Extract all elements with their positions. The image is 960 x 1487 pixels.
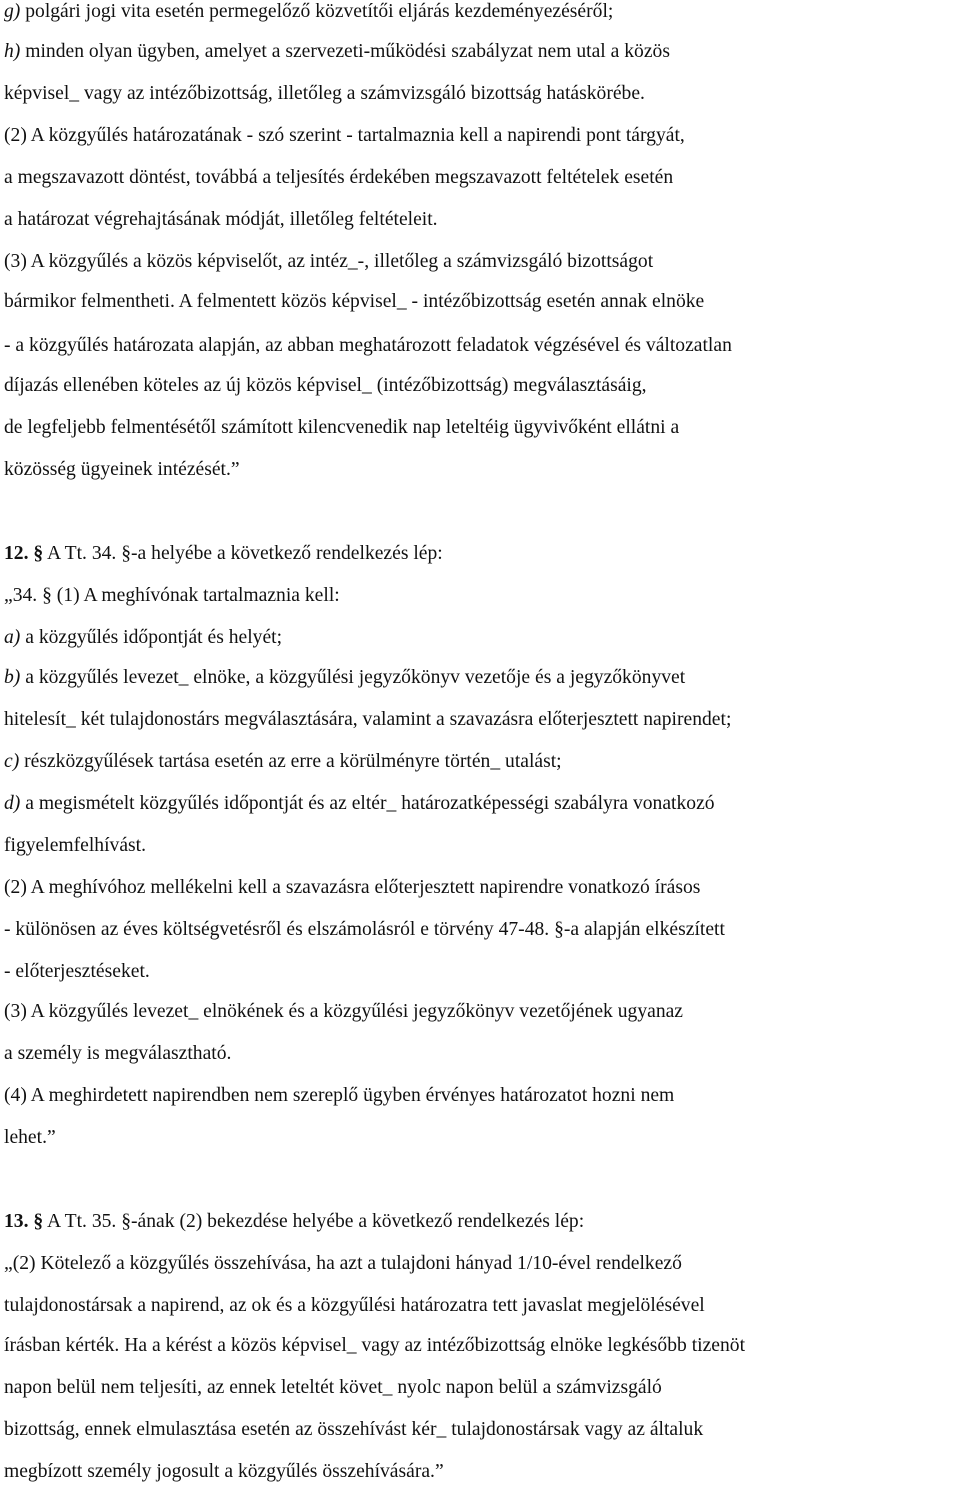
- text-line: [4, 374, 647, 398]
- text-run: napon belül nem teljesíti, az ennek leteltét követ_ nyolc napon belül a számvizsgáló: [4, 1377, 662, 1398]
- text-run: minden olyan ügyben, amelyet a szervezeti-működési szabályzat nem utal a közös: [20, 41, 670, 62]
- text-line: [4, 1334, 745, 1358]
- text-line: [4, 334, 732, 358]
- text-run: 12.: [4, 543, 29, 564]
- text-run: közösség ügyeinek intézését.”: [4, 459, 240, 480]
- text-run: hitelesít_ két tulajdonostárs megválasztására, valamint a szavazásra előterjesztett napirendet;: [4, 709, 732, 730]
- text-run: „(2) Kötelező a közgyűlés összehívása, ha azt a tulajdoni hányad 1/10-ével rendelkező: [4, 1253, 682, 1274]
- text-run: g): [4, 1, 21, 22]
- text-run: a megszavazott döntést, továbbá a teljesítés érdekében megszavazott feltételek esetén: [4, 167, 674, 188]
- text-run: a közgyűlés levezet_ elnöke, a közgyűlési jegyzőkönyv vezetője és a jegyzőkönyvet: [20, 667, 686, 688]
- text-run: a megismételt közgyűlés időpontját és az eltér_ határozatképességi szabályra vonatkozó: [20, 793, 715, 814]
- text-run: - különösen az éves költségvetésről és elszámolásról e törvény 47-48. §-a alapján elkészített: [4, 919, 725, 940]
- text-run: (4) A meghirdetett napirendben nem szereplő ügyben érvényes határozatot hozni nem: [4, 1085, 675, 1106]
- text-line: [4, 458, 240, 482]
- text-line: [4, 250, 653, 274]
- text-line: [4, 82, 645, 106]
- text-line: [4, 40, 670, 64]
- text-run: bizottság, ennek elmulasztása esetén az összehívást kér_ tulajdonostársak vagy az általuk: [4, 1419, 704, 1440]
- text-line: [4, 290, 704, 314]
- text-line: [4, 124, 685, 148]
- text-run: c): [4, 751, 20, 772]
- text-run: b): [4, 667, 21, 688]
- text-line: [4, 416, 679, 440]
- text-run: „34. § (1) A meghívónak tartalmaznia kell:: [4, 585, 340, 606]
- text-run: figyelemfelhívást.: [4, 835, 147, 856]
- text-line: [4, 1376, 662, 1400]
- text-line: [4, 542, 443, 566]
- text-line: [4, 708, 731, 732]
- text-line: [4, 584, 340, 608]
- text-run: A Tt. 34. §-a helyébe a következő rendelkezés lép:: [43, 543, 443, 564]
- text-run: §: [33, 1211, 44, 1232]
- text-run: részközgyűlések tartása esetén az erre a körülményre történ_ utalást;: [19, 751, 562, 772]
- text-line: [4, 166, 673, 190]
- text-line: [4, 1042, 231, 1066]
- text-run: bármikor felmentheti. A felmentett közös képvisel_ - intézőbizottság esetén annak elnöke: [4, 291, 705, 312]
- text-run: a határozat végrehajtásának módját, illetőleg feltételeit.: [4, 209, 438, 230]
- text-run: d): [4, 793, 21, 814]
- text-line: [4, 792, 715, 816]
- text-run: tulajdonostársak a napirend, az ok és a közgyűlési határozatra tett javaslat megjelölésével: [4, 1295, 705, 1316]
- text-run: díjazás ellenében köteles az új közös képvisel_ (intézőbizottság) megválasztásáig,: [4, 375, 647, 396]
- text-run: h): [4, 41, 21, 62]
- text-line: [4, 1252, 682, 1276]
- text-run: polgári jogi vita esetén permegelőző közvetítői eljárás kezdeményezéséről;: [20, 1, 614, 22]
- text-run: (2) A meghívóhoz mellékelni kell a szavazásra előterjesztett napirendre vonatkozó írásos: [4, 877, 701, 898]
- text-line: [4, 0, 613, 24]
- text-run: írásban kérték. Ha a kérést a közös képvisel_ vagy az intézőbizottság elnöke legkésőbb tizenöt: [4, 1335, 746, 1356]
- text-line: [4, 876, 700, 900]
- text-line: [4, 208, 438, 232]
- text-run: - a közgyűlés határozata alapján, az abban meghatározott feladatok végzésével és változatlan: [4, 335, 732, 356]
- text-line: [4, 666, 685, 690]
- text-run: §: [33, 543, 44, 564]
- text-run: - előterjesztéseket.: [4, 961, 150, 982]
- text-line: [4, 1418, 703, 1442]
- text-line: [4, 1126, 56, 1150]
- text-line: [4, 1294, 705, 1318]
- text-run: lehet.”: [4, 1127, 56, 1148]
- text-run: 13.: [4, 1211, 29, 1232]
- text-run: A Tt. 35. §-ának (2) bekezdése helyébe a következő rendelkezés lép:: [43, 1211, 585, 1232]
- text-line: [4, 960, 150, 984]
- text-run: megbízott személy jogosult a közgyűlés összehívására.”: [4, 1461, 444, 1482]
- text-run: (3) A közgyűlés levezet_ elnökének és a közgyűlési jegyzőkönyv vezetőjének ugyanaz: [4, 1001, 684, 1022]
- text-run: (2) A közgyűlés határozatának - szó szerint - tartalmaznia kell a napirendi pont tárgyát,: [4, 125, 685, 146]
- text-line: [4, 834, 146, 858]
- text-line: [4, 1084, 674, 1108]
- text-run: a): [4, 627, 21, 648]
- text-line: [4, 1000, 683, 1024]
- text-run: de legfeljebb felmentésétől számított kilencvenedik nap leteltéig ügyvivőként ellátni a: [4, 417, 680, 438]
- text-line: [4, 918, 725, 942]
- text-run: (3) A közgyűlés a közös képviselőt, az intéz_-, illetőleg a számvizsgáló bizottságot: [4, 251, 654, 272]
- text-run: a személy is megválasztható.: [4, 1043, 232, 1064]
- text-line: [4, 626, 282, 650]
- text-run: a közgyűlés időpontját és helyét;: [20, 627, 283, 648]
- text-line: [4, 750, 562, 774]
- text-line: [4, 1460, 444, 1484]
- text-line: [4, 1210, 584, 1234]
- text-run: képvisel_ vagy az intézőbizottság, illetőleg a számvizsgáló bizottság hatáskörébe.: [4, 83, 645, 104]
